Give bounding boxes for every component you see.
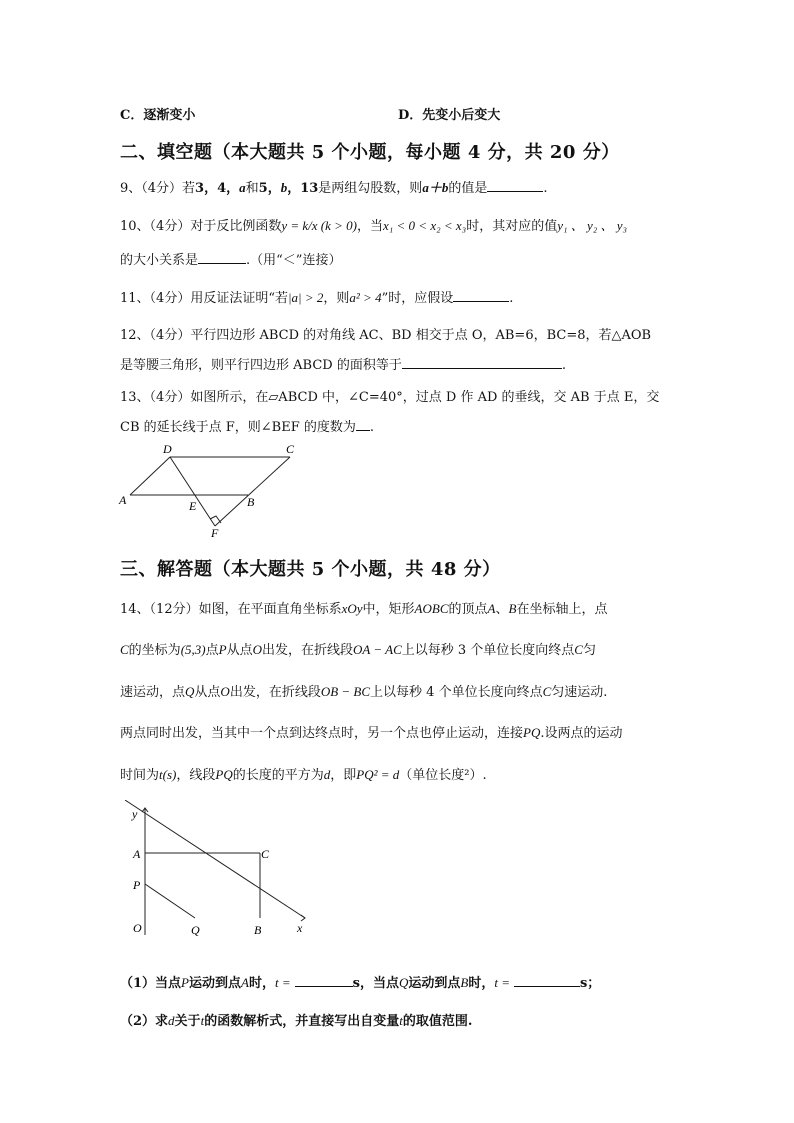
- q9-prefix: 9、（4分）若: [120, 181, 196, 196]
- q14-sub2a: （2）求: [120, 1014, 169, 1029]
- question-10-line2: [120, 249, 341, 268]
- label-a: A: [119, 493, 127, 507]
- q13-parallelogram-figure: [115, 440, 315, 540]
- question-14-sub1: [120, 972, 600, 991]
- edge-ad: [130, 457, 170, 495]
- section3-title: 三、解答题（本大题共 5 个小题，共 48 分）: [120, 559, 501, 580]
- q14-c3: C: [542, 684, 552, 699]
- q14-aobc: AOBC: [414, 601, 449, 616]
- section2-title: 二、填空题（本大题共 5 个小题，每小题 4 分，共 20 分）: [120, 142, 620, 163]
- label-f: F: [211, 526, 219, 540]
- q14-sub2-t2: t: [399, 1013, 403, 1028]
- q14-l3e: 匀速运动.: [551, 685, 608, 700]
- q14-sub1b: 运动到点: [189, 976, 242, 991]
- q14-o2: O: [220, 684, 230, 699]
- q14-l5d: ，即: [330, 768, 357, 783]
- question-14-sub2: [120, 1010, 472, 1029]
- q14-q: Q: [185, 684, 195, 699]
- q10-line2a: 的大小关系是: [120, 253, 199, 268]
- q14-l3a: 速运动，点: [120, 685, 186, 700]
- q14-coordinate-figure: [115, 800, 315, 940]
- q14-sub2d: 的取值范围.: [402, 1014, 473, 1029]
- fig-label-c: C: [261, 847, 270, 861]
- choice-d: D．先变小后变大: [398, 108, 501, 123]
- q14-sub1-q: Q: [398, 975, 409, 990]
- q14-c: C: [120, 642, 129, 657]
- q9-a: a: [239, 180, 246, 195]
- q14-l2e: 上以每秒 3 个单位长度向终点: [401, 643, 575, 658]
- edge-df: [170, 457, 215, 526]
- q14-b: B: [508, 601, 517, 616]
- q14-sub1-a: A: [241, 975, 249, 990]
- q10-answer-blank[interactable]: [198, 251, 246, 264]
- q10-line2b: .（用“＜”连接）: [246, 253, 342, 268]
- q9-answer-blank[interactable]: [487, 179, 543, 192]
- question-12-line1: 12、（4分）平行四边形 ABCD 的对角线 AC、BD 相交于点 O，AB=6，BC=8，若△AOB: [120, 328, 652, 343]
- q10-mid2: 时，其对应的值: [466, 219, 558, 234]
- q14-l3c: 出发，在折线段: [229, 685, 321, 700]
- q14-eq: PQ² = d: [356, 767, 400, 782]
- q14-sub1-s1: s，当点: [352, 976, 399, 991]
- q14-sub1d: 运动到点: [408, 976, 461, 991]
- q14-p: P: [218, 642, 227, 657]
- question-14-line4: [120, 722, 623, 741]
- q14-sub1-b: B: [460, 975, 469, 990]
- q14-l4a: 两点同时出发，当其中一个点到达终点时，另一个点也停止运动，连接: [120, 726, 524, 741]
- q14-sep: 、: [495, 602, 509, 617]
- q9-expr: a＋b: [422, 180, 449, 195]
- q14-sub1a: （1）当点: [120, 976, 182, 991]
- q14-seg1: OA − AC: [353, 642, 402, 657]
- q13-end: .: [369, 420, 375, 435]
- q14-l5c: 的长度的平方为: [232, 768, 324, 783]
- q14-l1a: 14、（12分）如图，在平面直角坐标系: [120, 602, 342, 617]
- q10-cond: x₁ < 0 < x₂ < x₃: [383, 218, 467, 233]
- q14-l2a: 的坐标为: [128, 643, 181, 658]
- label-d: D: [163, 442, 172, 456]
- q9-nums2: 5，: [258, 181, 281, 196]
- question-11: [120, 287, 513, 306]
- q14-sub1-blank1[interactable]: [295, 974, 353, 987]
- q14-l5a: 时间为: [120, 768, 160, 783]
- edge-cf: [215, 457, 290, 526]
- question-9: [120, 177, 547, 196]
- q14-sub1-teq1: t =: [274, 975, 291, 990]
- q11-end: .: [509, 291, 514, 306]
- q14-pq: PQ: [523, 725, 541, 740]
- q14-xoy: xOy: [341, 601, 363, 616]
- q11-cond1: |a| > 2: [287, 290, 324, 305]
- q10-vals: y₁ 、 y₂ 、 y₃: [557, 218, 628, 233]
- q14-seg2: OB − BC: [320, 684, 371, 699]
- q12-end: .: [561, 358, 566, 373]
- fig-label-o: O: [133, 921, 142, 935]
- fig-label-a: A: [133, 847, 141, 861]
- q14-o: O: [252, 642, 262, 657]
- q14-d: d: [323, 767, 331, 782]
- q9-end: .: [543, 181, 548, 196]
- q9-b: b: [280, 180, 288, 195]
- q14-l2c: 从点: [226, 643, 253, 658]
- x-axis: [125, 800, 305, 918]
- q11-mid: ，则: [323, 291, 350, 306]
- label-e: E: [189, 499, 197, 513]
- fig-label-y: y: [132, 807, 138, 821]
- q14-sub1c: 时，: [248, 976, 275, 991]
- label-b: B: [247, 495, 255, 509]
- q14-l2f: 匀: [582, 643, 596, 658]
- label-c: C: [286, 442, 295, 456]
- fig-label-x: x: [297, 921, 303, 935]
- q14-l2b: 点: [205, 643, 219, 658]
- q14-l5b: ，线段: [176, 768, 216, 783]
- q14-sub2c: 的函数解析式，并直接写出自变量: [204, 1014, 400, 1029]
- segment-pq: [145, 884, 195, 918]
- q14-l1c: 的顶点: [448, 602, 488, 617]
- q13-answer-blank[interactable]: [356, 418, 370, 431]
- q9-mid: 是两组勾股数，则: [318, 181, 423, 196]
- q14-l1b: 中，矩形: [362, 602, 415, 617]
- choice-c: C．逐渐变小: [120, 108, 196, 123]
- question-10-line1: [120, 215, 627, 234]
- q11-prefix: 11、（4分）用反证法证明“若: [120, 291, 288, 306]
- q14-sub1-p: P: [181, 975, 189, 990]
- q12-line2: 是等腰三角形，则平行四边形 ABCD 的面积等于: [120, 358, 402, 373]
- fig-label-q: Q: [191, 923, 200, 937]
- q11-answer-blank[interactable]: [453, 289, 509, 302]
- q9-nums: 3，4，: [195, 181, 240, 196]
- q14-ts: t(s): [159, 767, 177, 782]
- q14-sub1-blank2[interactable]: [514, 974, 580, 987]
- q14-l2d: 出发，在折线段: [261, 643, 353, 658]
- q9-suffix: 的值是: [448, 181, 488, 196]
- q14-a: A: [487, 601, 496, 616]
- q14-c2: C: [574, 642, 583, 657]
- q9-and: 和: [245, 181, 259, 196]
- question-13-line1: 13、（4分）如图所示，在▱ABCD 中，∠C=40°，过点 D 作 AD 的垂线，交 AB 于点 E，交: [120, 390, 660, 405]
- question-12-line2: [120, 354, 566, 373]
- fig-label-b: B: [254, 923, 262, 937]
- fig-label-p: P: [133, 878, 141, 892]
- question-14-line2: [120, 639, 596, 658]
- q14-sub2-t: t: [200, 1013, 205, 1028]
- q14-pq2: PQ: [215, 767, 233, 782]
- q14-l1d: 在坐标轴上，点: [516, 602, 608, 617]
- q9-nums3: ，13: [287, 181, 319, 196]
- q14-sub1-teq2: t =: [494, 975, 510, 990]
- question-14-line5: [120, 764, 487, 783]
- q14-sub2-d: d: [168, 1013, 175, 1028]
- question-14-line3: [120, 681, 607, 700]
- q11-suffix: ”时，应假设: [381, 291, 454, 306]
- question-13-line2: [120, 416, 374, 435]
- q14-l3d: 上以每秒 4 个单位长度向终点: [370, 685, 543, 700]
- q14-l3b: 从点: [194, 685, 221, 700]
- q14-l5e: （单位长度²）.: [399, 768, 487, 783]
- q14-sub1e: 时，: [468, 976, 495, 991]
- q10-mid: ，当: [356, 219, 383, 234]
- q13-line2: CB 的延长线于点 F，则∠BEF 的度数为: [120, 420, 356, 435]
- question-14-line1: [120, 598, 607, 617]
- q10-func: y = k/x (k > 0): [281, 218, 357, 233]
- q14-sub1-s2: s；: [579, 976, 601, 991]
- q12-answer-blank[interactable]: [402, 356, 562, 369]
- q10-prefix: 10、（4分）对于反比例函数: [120, 219, 282, 234]
- q11-cond2: a² > 4: [349, 290, 382, 305]
- q14-sub2b: 关于: [174, 1014, 201, 1029]
- q14-coord: (5,3): [180, 642, 206, 657]
- q14-l4b: .设两点的运动: [540, 726, 623, 741]
